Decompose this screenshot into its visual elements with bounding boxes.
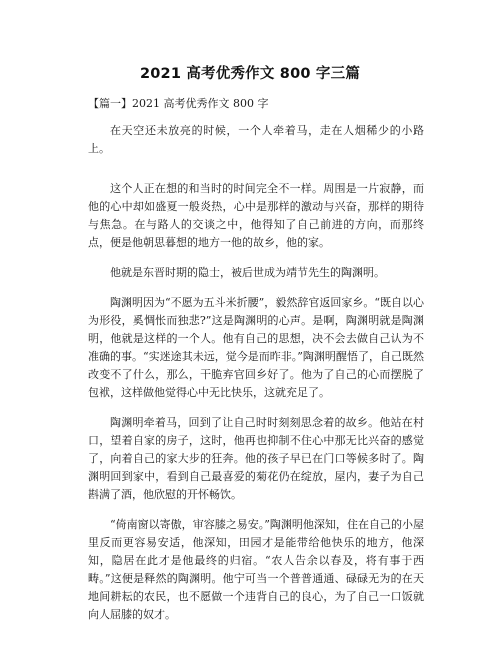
paragraph-5: 陶渊明牵着马，回到了让自己时时刻刻思念着的故乡。他站在村口，望着自家的房子，这时，他再也抑制不住心中那无比兴奋的感觉了，向着自己的家大步的狂奔。他的孩子早已在门口等候多时了。陶渊明回到家中，看到自己最喜爱的菊花仍在绽放，屋内，妻子为自己斟满了酒，他欣慰的开怀畅饮。: [88, 416, 424, 501]
paragraph-4: 陶渊明因为“不愿为五斗米折腰”，毅然辞官返回家乡。“既自以心为形役，奚惆怅而独悲?”这是陶渊明的心声。是啊，陶渊明就是陶渊明，他就是这样的一个人。他有自己的思想，决不会去做自己认为不准确的事。“实迷途其未远，觉今是而昨非。”陶渊明醒悟了，自己既然改变不了什么，那么，干脆弃官回乡好了。他为了自己的心而摆脱了包袱，这样做他觉得心中无比快乐，这就充足了。: [88, 296, 424, 399]
paragraph-1: 在天空还未放亮的时候，一个人牵着马，走在人烟稀少的小路上。: [88, 124, 424, 155]
paragraph-3: 他就是东晋时期的隐士，被后世成为靖节先生的陶渊明。: [110, 266, 385, 279]
document-title: 2021 高考优秀作文 800 字三篇: [139, 66, 361, 82]
section-heading: 【篇一】2021 高考优秀作文 800 字: [88, 97, 269, 110]
paragraph-6: “倚南窗以寄傲，审容膝之易安。”陶渊明他深知，住在自己的小屋里反而更容易安适，他深知，田园才是能带给他快乐的地方，他深知，隐居在此才是他最终的归宿。“农人告余以春及，将有事于西畴。”这便是释然的陶渊明。他宁可当一个普普通通、碌碌无为的在天地间耕耘的农民，也不愿做一个违背自己的良心，为了自己一口饭就向人屈膝的奴才。: [88, 518, 424, 621]
paragraph-2: 这个人正在想的和当时的时间完全不一样。周围是一片寂静，而他的心中却如盛夏一般炎热，心中是那样的激动与兴奋，那样的期待与焦急。在与路人的交谈之中，他得知了自己前进的方向，而那终点，便是他朝思暮想的地方一他的故乡，他的家。: [88, 182, 424, 249]
document-body: [88, 95, 424, 636]
